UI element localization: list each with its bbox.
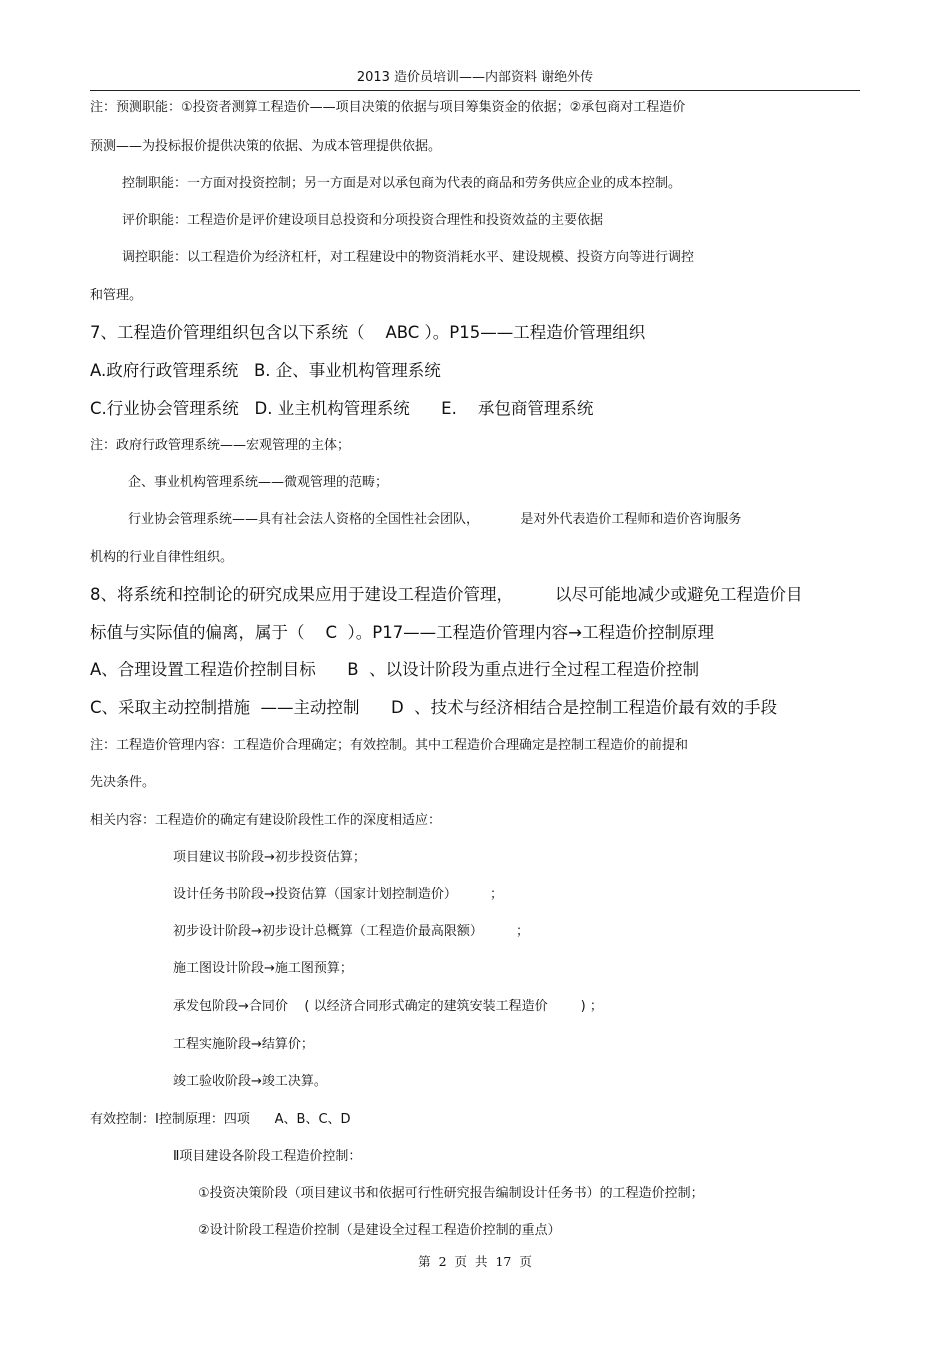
- question-8-options-ab: A、合理设置工程造价控制目标 B 、以设计阶段为重点进行全过程工程造价控制: [90, 660, 700, 679]
- question-8-options-cd: C、采取主动控制措施 ——主动控制 D 、技术与经济相结合是控制工程造价最有效的手段: [90, 698, 778, 717]
- note-q7-4: 机构的行业自律性组织。: [90, 550, 234, 565]
- stage-item: 工程实施阶段→结算价；: [173, 1037, 314, 1052]
- header-rule: [90, 90, 860, 91]
- note-q7-2: 企、事业机构管理系统——微观管理的范畴；: [128, 475, 389, 490]
- question-7-options-ab: A.政府行政管理系统 B. 企、事业机构管理系统: [90, 361, 441, 380]
- effective-control-stages: Ⅱ项目建设各阶段工程造价控制：: [173, 1149, 362, 1164]
- stage-control-item: ②设计阶段工程造价控制（是建设全过程工程造价控制的重点）: [198, 1223, 561, 1238]
- note-q7-3: 行业协会管理系统——具有社会法人资格的全国性社会团队， 是对外代表造价工程师和造价咨询服务: [128, 512, 742, 527]
- related-content-heading: 相关内容：工程造价的确定有建设阶段性工作的深度相适应：: [90, 813, 442, 828]
- note-forecast-2: 预测——为投标报价提供决策的依据、为成本管理提供依据。: [90, 139, 442, 154]
- stage-control-item: ①投资决策阶段（项目建议书和依据可行性研究报告编制设计任务书）的工程造价控制；: [198, 1186, 704, 1201]
- stage-item: 设计任务书阶段→投资估算（国家计划控制造价） ；: [173, 887, 503, 902]
- note-regulate-1: 调控职能：以工程造价为经济杠杆，对工程建设中的物资消耗水平、建设规模、投资方向等进行调控: [122, 250, 695, 265]
- question-7-options-cde: C.行业协会管理系统 D. 业主机构管理系统 E. 承包商管理系统: [90, 399, 594, 418]
- stage-item: 项目建议书阶段→初步投资估算；: [173, 850, 366, 865]
- question-8-line-2: 标值与实际值的偏离，属于（ C ）。P17——工程造价管理内容→工程造价控制原理: [90, 623, 715, 642]
- note-q8-1: 注：工程造价管理内容：工程造价合理确定；有效控制。其中工程造价合理确定是控制工程造价的前提和: [90, 738, 689, 753]
- note-control: 控制职能：一方面对投资控制；另一方面是对以承包商为代表的商品和劳务供应企业的成本控制。: [122, 176, 682, 191]
- note-q8-2: 先决条件。: [90, 775, 156, 790]
- question-7: 7、工程造价管理组织包含以下系统（ ABC ）。P15——工程造价管理组织: [90, 323, 646, 342]
- page-number-footer: 第 2 页 共 17 页: [418, 1254, 532, 1269]
- question-8-line-1: 8、将系统和控制论的研究成果应用于建设工程造价管理， 以尽可能地减少或避免工程造价目: [90, 585, 803, 604]
- stage-item: 承发包阶段→合同价 ( 以经济合同形式确定的建筑安装工程造价 ) ；: [173, 999, 603, 1014]
- stage-item: 竣工验收阶段→竣工决算。: [173, 1074, 327, 1089]
- note-evaluate: 评价职能：工程造价是评价建设项目总投资和分项投资合理性和投资效益的主要依据: [122, 213, 604, 228]
- note-q7-1: 注：政府行政管理系统——宏观管理的主体；: [90, 438, 351, 453]
- note-forecast-1: 注：预测职能：①投资者测算工程造价——项目决策的依据与项目筹集资金的依据；②承包商对工程造价: [90, 100, 686, 115]
- note-regulate-2: 和管理。: [90, 288, 143, 303]
- effective-control-principle: 有效控制：Ⅰ控制原理：四项 A、B、C、D: [90, 1112, 351, 1127]
- stage-item: 初步设计阶段→初步设计总概算（工程造价最高限额） ；: [173, 924, 529, 939]
- page-header: 2013 造价员培训——内部资料 谢绝外传: [356, 70, 594, 85]
- stage-item: 施工图设计阶段→施工图预算；: [173, 961, 353, 976]
